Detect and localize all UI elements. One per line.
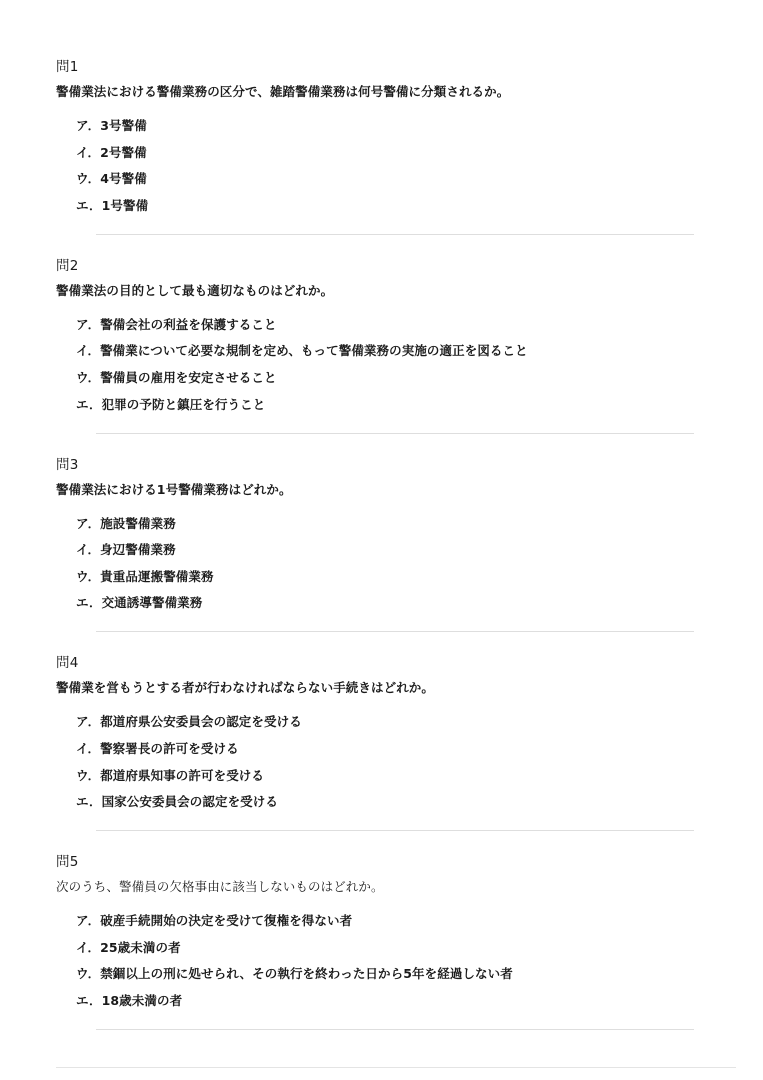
option-u: ウ．4号警備 [76,171,147,187]
question-3 [56,456,696,633]
option-u: ウ．警備員の雇用を安定させること [76,369,277,385]
question-text: 警備業法の目的として最も適切なものはどれか。 [56,282,334,298]
question-number: 問1 [56,59,79,75]
question-text: 警備業法における1号警備業務はどれか。 [56,481,292,497]
question-text: 警備業を営もうとする者が行わなければならない手続きはどれか。 [56,680,435,696]
option-i: イ．警備業について必要な規制を定め、もって警備業務の実施の適正を図ること [76,343,528,359]
question-text: 次のうち、警備員の欠格事由に該当しないものはどれか。 [56,879,384,895]
page-footer-rule [56,1067,736,1068]
option-e: エ．18歳未満の者 [76,992,183,1008]
question-number: 問4 [56,655,79,672]
option-e: エ．交通誘導警備業務 [76,595,203,611]
option-list [76,317,696,413]
question-divider [96,1029,694,1030]
option-list [76,913,696,1009]
question-divider [96,830,694,831]
option-e: エ．国家公安委員会の認定を受ける [76,794,278,810]
option-a: ア．3号警備 [76,118,147,133]
question-5 [56,853,696,1030]
option-u: ウ．禁錮以上の刑に処せられ、その執行を終わった日から5年を経過しない者 [76,966,513,982]
option-a: ア．都道府県公安委員会の認定を受ける [76,714,302,730]
option-a: ア．施設警備業務 [76,515,176,531]
option-i: イ．2号警備 [76,144,147,160]
option-u: ウ．都道府県知事の許可を受ける [76,767,265,783]
question-divider [96,631,694,632]
question-number: 問2 [56,257,79,274]
question-divider [96,433,694,434]
option-u: ウ．貴重品運搬警備業務 [76,568,214,584]
option-a: ア．破産手続開始の決定を受けて復権を得ない者 [76,913,353,929]
question-text: 警備業法における警備業務の区分で、雑踏警備業務は何号警備に分類されるか。 [56,84,510,99]
quiz-page [56,58,696,1030]
option-i: イ．警察署長の許可を受ける [76,740,239,756]
question-1 [56,58,696,235]
option-i: イ．25歳未満の者 [76,939,181,955]
question-divider [96,234,694,235]
question-2 [56,257,696,434]
option-e: エ．犯罪の予防と鎮圧を行うこと [76,396,266,412]
option-i: イ．身辺警備業務 [76,542,176,558]
option-list [76,714,696,810]
question-number: 問5 [56,854,79,871]
question-number: 問3 [56,456,79,473]
option-list [76,516,696,612]
option-a: ア．警備会社の利益を保護すること [76,316,277,332]
question-4 [56,654,696,831]
option-list [76,118,696,214]
option-e: エ．1号警備 [76,197,149,213]
